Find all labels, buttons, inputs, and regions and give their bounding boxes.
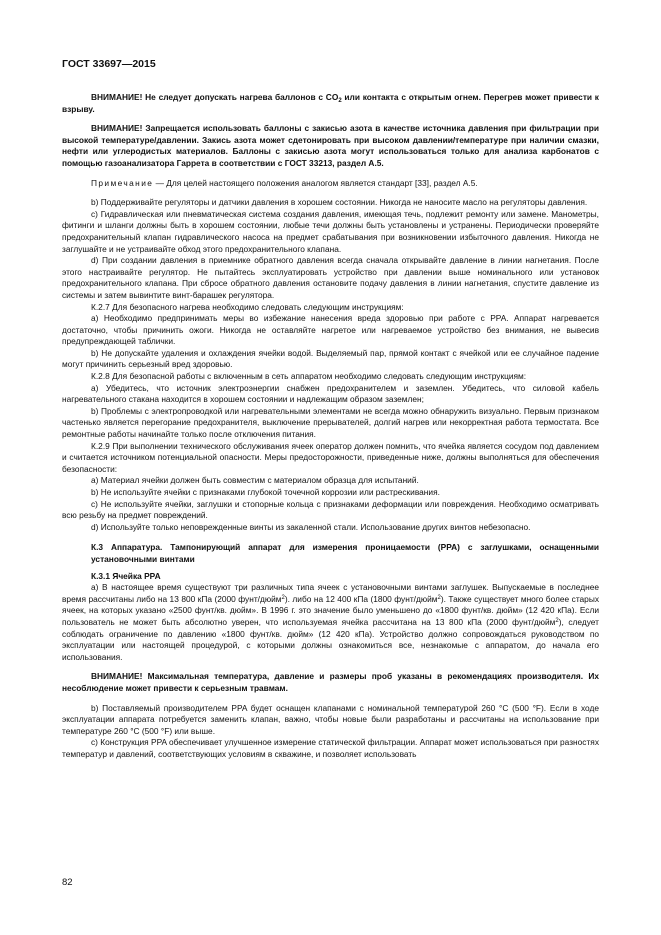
section-k3-title: К.3 Аппаратура. Тампонирующий аппарат для измерения проницаемости (PPA) с заглушками, оснащенными установочными винтами (91, 542, 599, 564)
clause-k27-a: a) Необходимо предпринимать меры во избежание нанесения вреда здоровью при работе с PPA. Аппарат нагревается достаточно, чтобы причинить ожоги. Никогда не оставляйте нагретое или нагреваемое устройство без внимания, не вывесив предупреждающей таблички. (62, 313, 599, 347)
clause-k31-b: b) Поставляемый производителем PPA будет оснащен клапанами с номинальной температурой 260 °С (500 °F). Если в ходе эксплуатации аппарата потребуется заменить клапан, важно, чтобы новые были разработаны и рассчитаны на использование при температуре 260 °С (500 °F) или выше. (62, 702, 599, 736)
clause-k27: К.2.7 Для безопасного нагрева необходимо следовать следующим инструкциям: (91, 301, 404, 312)
clause-k29: К.2.9 При выполнении технического обслуживания ячеек оператор должен помнить, что ячейка является сосудом под давлением и считается источником потенциальной опасности. Меры предосторожности, приведенные ниже, должны выполняться для обеспечения безопасности: (62, 440, 599, 474)
clause-k29-d: d) Используйте только неповрежденные винты из закаленной стали. Использование других винтов небезопасно. (91, 521, 531, 532)
clause-k28: К.2.8 Для безопасной работы с включенным в сеть аппаратом необходимо следовать следующим инструкциям: (91, 371, 527, 382)
item-d-backpressure: d) При создании давления в приемнике обратного давления всегда сначала открывайте давление в линии нагнетания. После этого настраивайте регулятор. Не пытайтесь эксплуатировать устройство при давлении выше номинального или установок предохранительного клапана. При сбросе обратного давления остановите подачу давления в линии нагнетания, спустите давление из системы и затем вывинтите винт-барашек регулятора. (62, 255, 599, 300)
clause-k29-b: b) Не используйте ячейки с признаками глубокой точечной коррозии или растрескивания. (91, 487, 440, 497)
clause-k31-a: a) В настоящее время существуют три различных типа ячеек с установочными винтами заглушек. Выпускаемые в последнее время рассчитаны либо на 13 800 кПа (2000 фунт/дюйм$^2$). либо на 12 400 кПа (1800 фунт/дюйм$^2$). Также существует много более старых ячеек, на которых указано «2500 фунт/кв. дюйм». В 1996 г. это значение было уменьшено до «1800 фунт/кв. дюйм» (12 420 кПа). Если пользователь не может быть абсолютно уверен, что используемая ячейка рассчитана на 13 800 кПа (2000 фунт/дюйм$^2$), следует соблюдать ограничение по давлению «1800 фунт/кв. дюйм» (12 420 кПа). Устройство должно сопровождаться руководством по эксплуатации или настоящей процедурой, с которыми должны ознакомиться все, незнакомые с аппаратом, до начала его использования. (62, 582, 599, 662)
clause-k29-a: a) Материал ячейки должен быть совместим с материалом образца для испытаний. (91, 475, 419, 486)
warning-co2: ВНИМАНИЕ! Не следует допускать нагрева баллонов с $CO_2$ или контакта с открытым огнем. Перегрев может привести к взрыву. (62, 92, 599, 114)
item-c-hydraulic: c) Гидравлическая или пневматическая система создания давления, имеющая течь, подлежит ремонту или замене. Манометры, фитинги и шланги должны быть в хорошем состоянии, любые течи должны быть установлены и устранены. Периодически проверяйте предохранительный клапан гидравлического насоса на предмет срабатывания при возникновении избыточного давления. Никогда не заглушайте и не устраивайте обход этого предохранительного клапана. (62, 208, 599, 254)
clause-k28-a: a) Убедитесь, что источник электроэнергии снабжен предохранителем и заземлен. Убедитесь, что силовой кабель нагревательного стакана находится в хорошем состоянии и надлежащим образом заземлен; (62, 382, 599, 405)
page-number: 82 (62, 877, 73, 888)
warning-max-temperature: ВНИМАНИЕ! Максимальная температура, давление и размеры проб указаны в рекомендациях производителя. Их несоблюдение может привести к серьезным травмам. (62, 671, 599, 693)
clause-k27-b: b) Не допускайте удаления и охлаждения ячейки водой. Выделяемый пар, прямой контакт с ячейкой или ее случайное падение могут причинить серьезный вред здоровью. (62, 347, 599, 370)
clause-k28-b: b) Проблемы с электропроводкой или нагревательными элементами не всегда можно обнаружить визуально. Первым признаком частенько является перегорание предохранителя, выключение прерывателей, долгий нагрев или некорректная работа термостата. Все ремонтные работы начинайте только после отключения питания. (62, 405, 599, 440)
clause-k31-c: c) Конструкция PPA обеспечивает улучшенное измерение статической фильтрации. Аппарат может использоваться при разностях температур и давлений, соответствующих условиям в скважине, и позволяет использовать (62, 737, 599, 759)
document-body (62, 92, 599, 760)
warning-nitrous-oxide: ВНИМАНИЕ! Запрещается использовать баллоны с закисью азота в качестве источника давления при фильтрации при высокой температуре/давлении. Закись азота может сдетонировать при высоком давлении/температуре при наличии смазки, нефти или углеродистых материалов. Баллоны с закисью азота могут использоваться только для анализа карбонатов с помощью газоанализатора Гаррета в соответствии с ГОСТ 33213, раздел А.5. (62, 123, 599, 168)
section-k31-title: К.3.1 Ячейка PPA (91, 570, 161, 581)
standard-header: ГОСТ 33697—2015 (62, 58, 156, 70)
item-b-regulators: b) Поддерживайте регуляторы и датчики давления в хорошем состоянии. Никогда не наносите масло на регуляторы давления. (91, 197, 588, 208)
clause-k29-c: c) Не используйте ячейки, заглушки и стопорные кольца с признаками деформации или повреждения. Необходимо осматривать всю резьбу на предмет повреждений. (62, 498, 599, 521)
note: Примечание — Для целей настоящего положения аналогом является стандарт [33], раздел А.5. (91, 177, 478, 188)
